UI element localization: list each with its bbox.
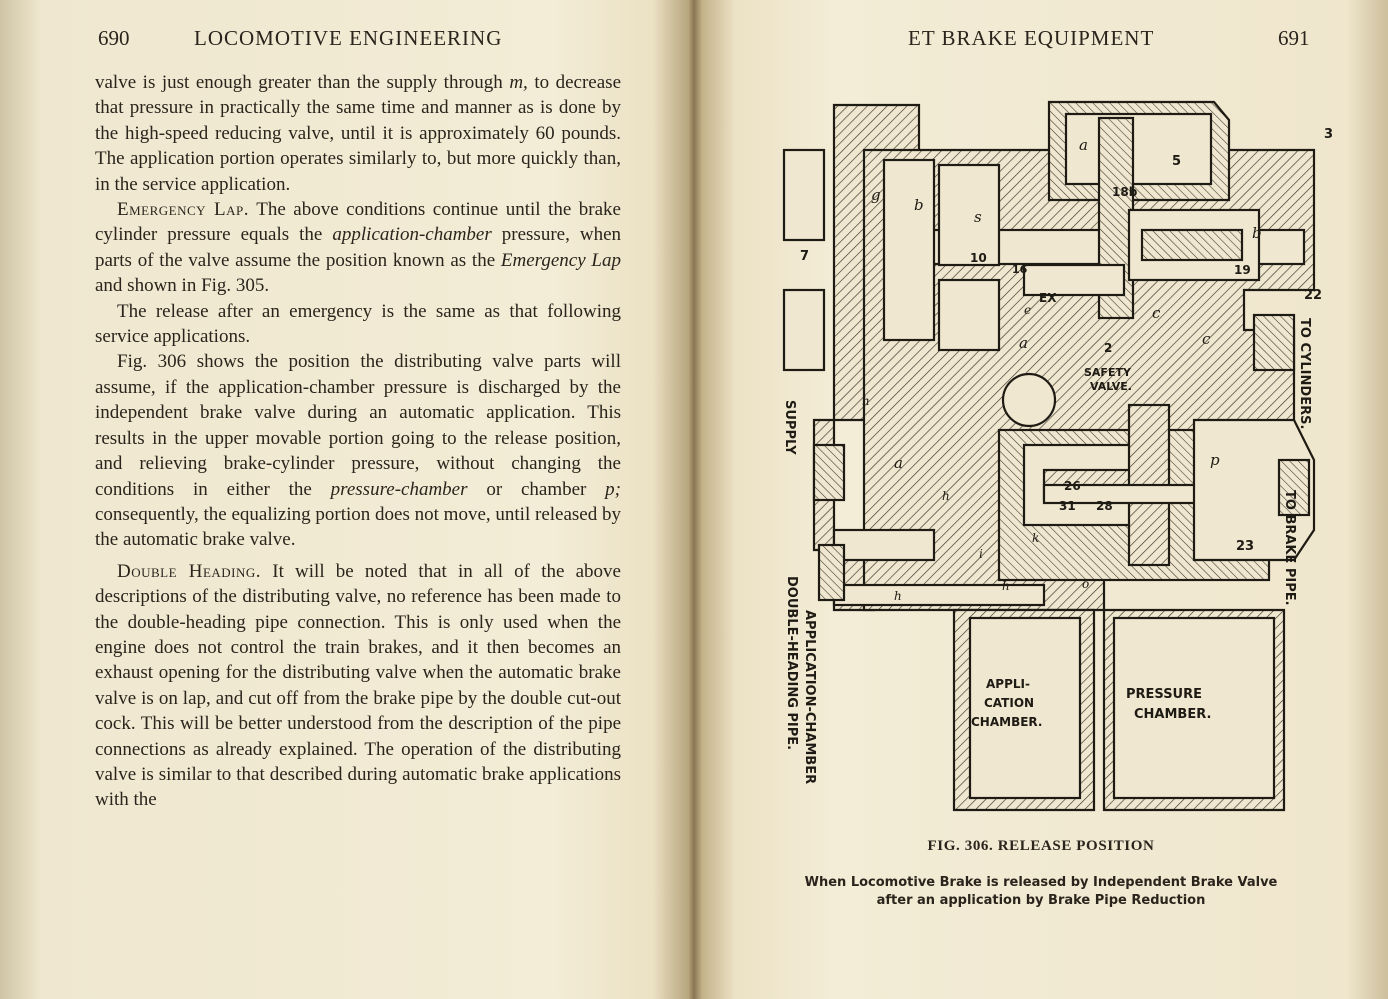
figure-caption: FIG. 306. RELEASE POSITION (927, 838, 1155, 854)
label-safety: SAFETY (1084, 366, 1131, 379)
page-number-right: 691 (1278, 26, 1310, 50)
label-supply: SUPPLY (782, 400, 797, 455)
paragraph-fig306: Fig. 306 shows the position the distributing valve parts will assume, if the application-chamber pressure is discharged by the independent brake valve during an automatic application. This results in the upper movable portion going to the release position, and relieving brake-cylinder pressure, without changing the conditions in either the pressure-chamber or chamber p; consequently, the equalizing portion does not move, until released by the automatic brake valve. (95, 351, 621, 551)
section-heading-emergency-lap: Emergency Lap. (117, 199, 250, 221)
label-to-brake-pipe: TO BRAKE PIPE. (1282, 490, 1297, 606)
label-chamber-pressure: CHAMBER. (1134, 707, 1212, 722)
label-h-1: h (862, 394, 870, 408)
label-ex: EX (1039, 291, 1057, 305)
running-head-right: ET BRAKE EQUIPMENT (908, 26, 1155, 50)
cylinder-port (1254, 315, 1294, 370)
label-appli: APPLI- (986, 677, 1030, 691)
label-3: 3 (1324, 127, 1334, 142)
label-18b: 18b (1112, 185, 1138, 199)
bolt-lower (784, 290, 824, 370)
label-a-mid: a (1019, 334, 1028, 352)
paragraph-1: valve is just enough greater than the supply through m, to decrease that pressure in practically the same time and manner as is done by the high-speed reducing valve, until it is approximately 60 pounds. The application portion operates similarly to, but more quickly than, in the service application. (95, 72, 621, 195)
safety-valve-port (1003, 374, 1055, 426)
label-application-chamber-pipe: APPLICATION-CHAMBER (802, 610, 817, 785)
label-19: 19 (1234, 263, 1251, 277)
chamber-g (884, 160, 934, 340)
running-head-left: LOCOMOTIVE ENGINEERING (194, 26, 503, 50)
label-c-2: c (1202, 330, 1211, 348)
label-10: 10 (970, 251, 987, 265)
paragraph-double-heading: Double Heading. It will be noted that in all of the above descriptions of the distributing valve, no reference has been made to the double-heading pipe connection. This is only used when the engine does not control the train brakes, and it then becomes an exhaust opening for the distributing valve when the automatic brake valve is on lap, and cut off from the brake pipe by the double cut-out cock. This will be better understood from the description of the pipe connections as already explained. The operation of the distributing valve is similar to that described during automatic brake applications with the (95, 560, 621, 811)
figure-subcaption: When Locomotive Brake is released by Independent Brake Valve after an application by Brake Pipe Reduction (804, 875, 1278, 908)
label-5: 5 (1172, 154, 1182, 169)
label-h-3: h (894, 589, 902, 603)
supply-port (814, 445, 844, 500)
paragraph-emergency-lap: Emergency Lap. The above conditions continue until the brake cylinder pressure equals the application-chamber pressure, when parts of the valve assume the position known as the Emergency Lap and shown in Fig. 305. (95, 199, 621, 297)
label-c-1: c (1152, 304, 1161, 322)
label-2: 2 (1104, 341, 1113, 355)
label-23: 23 (1236, 539, 1255, 554)
label-chamber-app: CHAMBER. (971, 715, 1043, 729)
distributing-valve-diagram (774, 90, 1334, 830)
label-b-left: b (914, 196, 924, 214)
label-pressure: PRESSURE (1126, 687, 1203, 702)
section-heading-double-heading: Double Heading. (117, 560, 262, 582)
graduating-spring-housing (1142, 230, 1242, 260)
label-o: o (1082, 577, 1090, 591)
label-h-4: h (1002, 579, 1010, 593)
label-e: e (1024, 303, 1032, 317)
label-cation: CATION (984, 696, 1035, 710)
label-p: p (1210, 451, 1220, 469)
label-28: 28 (1096, 499, 1113, 513)
label-g: g (871, 186, 881, 204)
label-double-heading-pipe: DOUBLE-HEADING PIPE. (784, 576, 799, 751)
label-valve: VALVE. (1090, 380, 1132, 393)
label-i: i (979, 547, 983, 561)
label-s: s (974, 208, 982, 226)
label-22: 22 (1304, 288, 1323, 303)
left-page-body (95, 70, 621, 813)
label-to-cylinders: TO CYLINDERS. (1297, 318, 1312, 430)
label-b-right: b (1252, 224, 1262, 242)
label-a-low: a (894, 454, 903, 472)
right-page (694, 0, 1388, 999)
label-26: 26 (1064, 479, 1081, 493)
chamber-b (939, 165, 999, 265)
label-a-top: a (1079, 136, 1088, 154)
label-k: k (1032, 531, 1040, 545)
label-31: 31 (1059, 499, 1076, 513)
chamber-lower-b (939, 280, 999, 350)
bolt-upper (784, 150, 824, 240)
app-chamber-port (819, 545, 844, 600)
label-h-2: h (942, 489, 950, 503)
page-number-left: 690 (98, 26, 130, 50)
label-16: 16 (1012, 263, 1028, 276)
passage-i (834, 530, 934, 560)
passage-h-lower (834, 585, 1044, 605)
label-7: 7 (800, 249, 810, 264)
paragraph-release: The release after an emergency is the same as that following service applications. (95, 300, 621, 348)
